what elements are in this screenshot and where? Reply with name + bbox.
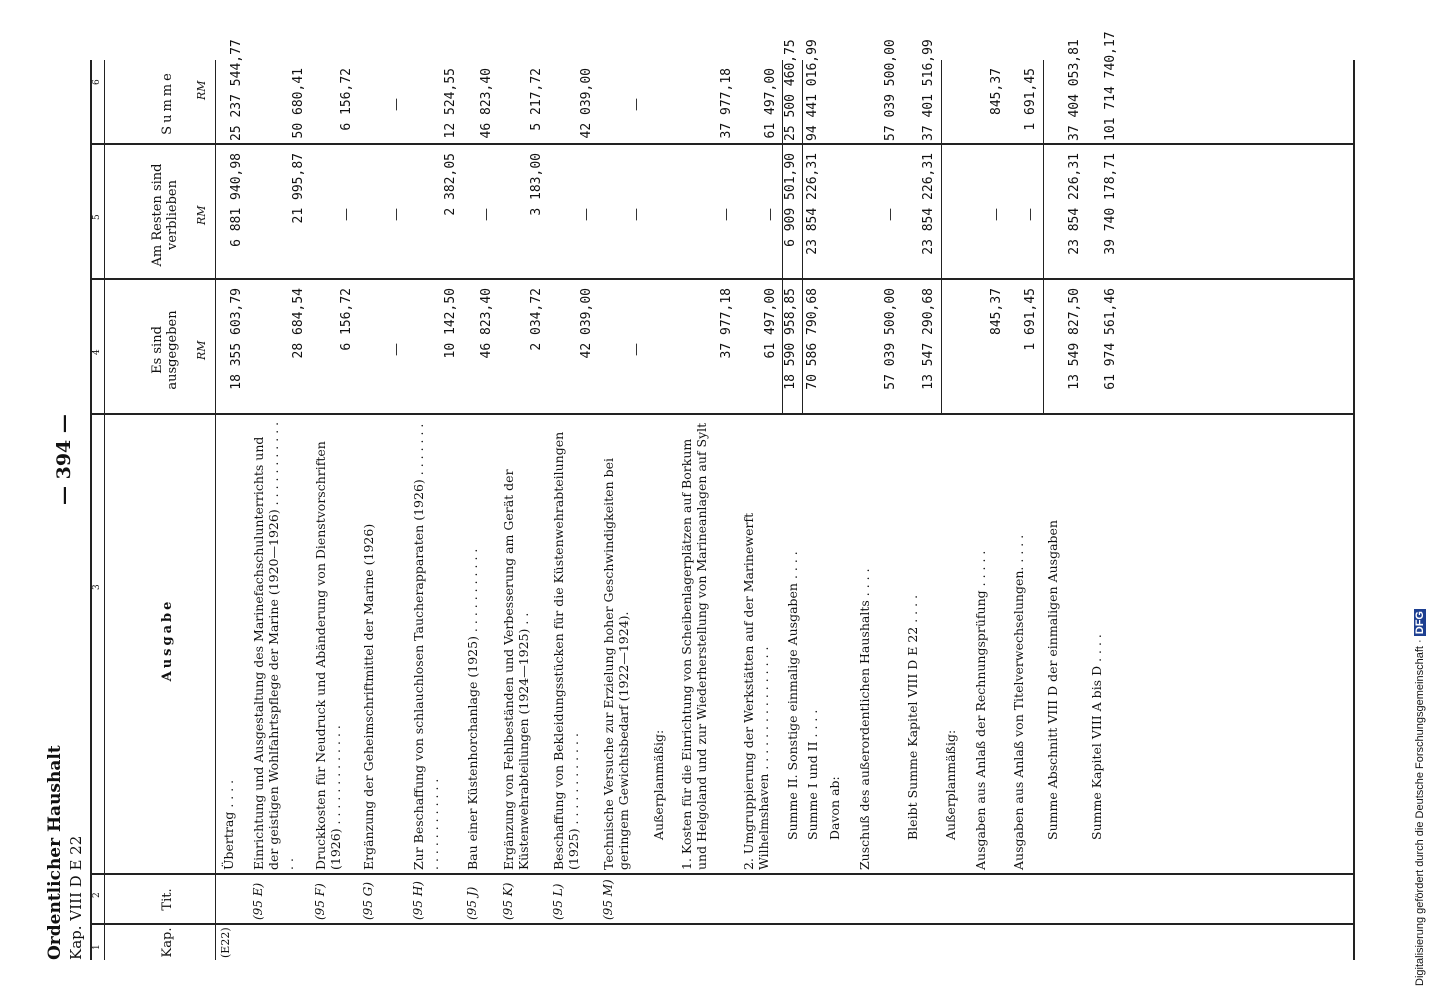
amount-col-5: — (883, 208, 898, 221)
amount-col-6: 46 823,40 (479, 68, 494, 139)
colnum-1: 1 (92, 944, 102, 950)
amount-col-4: 13 549 827,50 (1067, 288, 1082, 390)
ausgabe-text: Druckkosten für Neudruck und Abänderung von Dienstvorschriften (1926) . . . . . . . . . . . . . (313, 441, 343, 870)
ausgabe-text: 2. Umgruppierung der Werkstätten auf der Marinewerft Wilhelmshaven . . . . . . . . . . . . . . . . (741, 512, 771, 870)
amount-col-5: — (629, 208, 644, 221)
amount-col-6: 12 524,55 (443, 68, 458, 139)
col-header-summe: Summe (160, 70, 175, 135)
colnum-2: 2 (92, 892, 102, 898)
titel-number: (95 J) (465, 886, 479, 920)
amount-col-5: — (579, 208, 594, 221)
colnum-5: 5 (92, 214, 102, 220)
ausgabe-text: Ausgaben aus Anlaß der Rechnungsprüfung . . . . . (973, 550, 988, 870)
amount-col-5: 21 995,87 (291, 153, 306, 224)
amount-col-5: 23 854 226,31 (921, 153, 936, 255)
amount-col-4: — (629, 343, 644, 356)
titel-number: (95 H) (411, 881, 425, 920)
column-rule (90, 923, 1355, 925)
amount-col-4: 10 142,50 (443, 288, 458, 359)
amount-col-4: 28 684,54 (291, 288, 306, 359)
ausgabe-text: Bau einer Küstenhorchanlage (1925) . . . . . . . . . . . (465, 548, 480, 870)
ausgabe-text: Zur Beschaffung von schlauchlosen Taucherapparaten (1926) . . . . . . . . . . . . . . . . . . . (411, 423, 441, 870)
amount-col-4: 18 355 603,79 (229, 288, 244, 390)
amount-col-4: 1 691,45 (1023, 288, 1038, 351)
ausgabe-text: Bleibt Summe Kapitel VIII D E 22 . . . . (905, 594, 920, 840)
credit-text: Digitalisierung gefördert durch die Deutsche Forschungsgemeinschaft (1414, 646, 1426, 986)
ausgabe-text: Ergänzung von Fehlbeständen und Verbesserung am Gerät der Küstenwehrabteilungen (1924—1925) . . (501, 469, 531, 870)
amount-col-5: — (719, 208, 734, 221)
ausgabe-text: Summe Kapitel VIII A bis D . . . . (1089, 634, 1104, 840)
amount-col-6: 61 497,00 (763, 68, 778, 139)
colnum-3: 3 (92, 584, 102, 590)
ausgabe-text: Beschaffung von Bekleidungsstücken für die Küstenwehrabteilungen (1925) . . . . . . . . . . . . (551, 431, 581, 870)
column-rule (90, 413, 1355, 415)
titel-number: (95 K) (501, 882, 515, 920)
amount-col-4: 13 547 290,68 (921, 288, 936, 390)
ausgabe-text: Übertrag . . . . (221, 779, 236, 870)
amount-col-5: 6 909 501,90 (783, 153, 798, 247)
budget-table (90, 31, 1355, 960)
titel-number: (95 F) (313, 883, 327, 920)
ausgabe-text: Außerplanmäßig: (943, 729, 958, 840)
amount-col-4: 61 497,00 (763, 288, 778, 359)
col-header-tit: Tit. (160, 888, 175, 911)
amount-col-6: — (629, 98, 644, 111)
document-title: Ordentlicher Haushalt (45, 745, 65, 960)
amount-col-6: 94 441 016,99 (805, 39, 820, 141)
amount-col-5: 39 740 178,71 (1103, 153, 1118, 255)
amount-col-6: 37 401 516,99 (921, 39, 936, 141)
column-rule (90, 278, 1355, 280)
column-rule (90, 143, 1355, 145)
row-rule (215, 60, 216, 960)
amount-col-5: — (989, 208, 1004, 221)
titel-number: (95 L) (551, 883, 565, 920)
amount-col-4: 6 156,72 (339, 288, 354, 351)
titel-number: (95 E) (251, 882, 265, 920)
amount-col-6: 25 500 460,75 (783, 39, 798, 141)
column-rule (90, 873, 1355, 875)
amount-col-5: 23 854 226,31 (1067, 153, 1082, 255)
amount-col-6: 1 691,45 (1023, 68, 1038, 131)
ausgabe-text: Summe I und II . . . . (805, 709, 820, 840)
amount-col-4: 42 039,00 (579, 288, 594, 359)
col-header-ausgegeben: Es sind ausgegeben (150, 310, 180, 390)
amount-col-5: — (339, 208, 354, 221)
ausgabe-text: Davon ab: (827, 776, 842, 840)
ausgabe-text: Ausgaben aus Anlaß von Titelverwechselungen. . . . . (1011, 534, 1026, 870)
amount-col-4: 845,37 (989, 288, 1004, 335)
amount-col-4: — (389, 343, 404, 356)
row-rule (1353, 60, 1355, 960)
chapter-label: Kap. VIII D E 22 (67, 835, 85, 960)
amount-col-6: 5 217,72 (529, 68, 544, 131)
row-rule (104, 60, 105, 960)
amount-col-4: 46 823,40 (479, 288, 494, 359)
row-rule (90, 60, 92, 960)
ausgabe-text: Einrichtung und Ausgestaltung des Marinefachschulunterrichts und der geistigen Wohlfahrtspflege der Marine (1920—1926) . . . . . . . . . . . . . (251, 421, 296, 870)
row-rule (1043, 60, 1044, 415)
dfg-logo: DFG (1414, 611, 1426, 635)
ausgabe-text: Summe II. Sonstige einmalige Ausgaben . . . . (785, 551, 800, 840)
ausgabe-text: Außerplanmäßig: (651, 729, 666, 840)
rotated-table-page (45, 31, 1355, 960)
amount-col-6: 6 156,72 (339, 68, 354, 131)
amount-col-4: 37 977,18 (719, 288, 734, 359)
ausgabe-text: 1. Kosten für die Einrichtung von Scheibenlagerplätzen auf Borkum und Helgoland und zur Wiederherstellung von Marineanlagen auf Sylt (679, 422, 709, 870)
page-number: — 394 — (53, 414, 75, 505)
amount-col-6: 50 680,41 (291, 68, 306, 139)
unit-rm-5: RM (195, 205, 208, 225)
amount-col-4: 2 034,72 (529, 288, 544, 351)
row-rule (941, 60, 942, 415)
digitization-credit: Digitalisierung gefördert durch die Deutsche Forschungsgemeinschaft · DFG (1414, 611, 1426, 986)
amount-col-5: 23 854 226,31 (805, 153, 820, 255)
col-header-resten: Am Resten sind verblieben (150, 163, 180, 267)
amount-col-4: 70 586 790,68 (805, 288, 820, 390)
col-header-ausgabe: Ausgabe (160, 598, 175, 682)
unit-rm-6: RM (195, 80, 208, 100)
amount-col-5: 3 183,00 (529, 153, 544, 216)
amount-col-6: 37 977,18 (719, 68, 734, 139)
amount-col-6: 25 237 544,77 (229, 39, 244, 141)
amount-col-5: — (389, 208, 404, 221)
amount-col-5: — (763, 208, 778, 221)
amount-col-6: 845,37 (989, 68, 1004, 115)
amount-col-6: 37 404 053,81 (1067, 39, 1082, 141)
unit-rm-4: RM (195, 340, 208, 360)
amount-col-5: 6 881 940,98 (229, 153, 244, 247)
colnum-4: 4 (92, 349, 102, 355)
amount-col-4: 18 590 958,85 (783, 288, 798, 390)
ausgabe-text: Ergänzung der Geheimschriftmittel der Marine (1926) (361, 523, 376, 870)
ausgabe-text: Summe Abschnitt VIII D der einmaligen Ausgaben (1045, 520, 1060, 840)
titel-number: (95 M) (601, 879, 615, 920)
colnum-6: 6 (92, 79, 102, 85)
row-rule (802, 60, 803, 415)
amount-col-5: 2 382,05 (443, 153, 458, 216)
amount-col-6: 57 039 500,00 (883, 39, 898, 141)
amount-col-5: — (479, 208, 494, 221)
amount-col-6: — (389, 98, 404, 111)
amount-col-6: 42 039,00 (579, 68, 594, 139)
amount-col-6: 101 714 740,17 (1103, 31, 1118, 141)
amount-col-4: 61 974 561,46 (1103, 288, 1118, 390)
ausgabe-text: Technische Versuche zur Erzielung hoher Geschwindigkeiten bei geringem Gewichtsbedarf (1922—1924). (601, 458, 631, 870)
ausgabe-text: Zuschuß des außerordentlichen Haushalts . . . . (857, 568, 872, 870)
titel-number: (95 G) (361, 881, 375, 920)
amount-col-5: — (1023, 208, 1038, 221)
col-header-kap: Kap. (160, 927, 175, 958)
kap-value: (E22) (219, 927, 232, 958)
amount-col-4: 57 039 500,00 (883, 288, 898, 390)
